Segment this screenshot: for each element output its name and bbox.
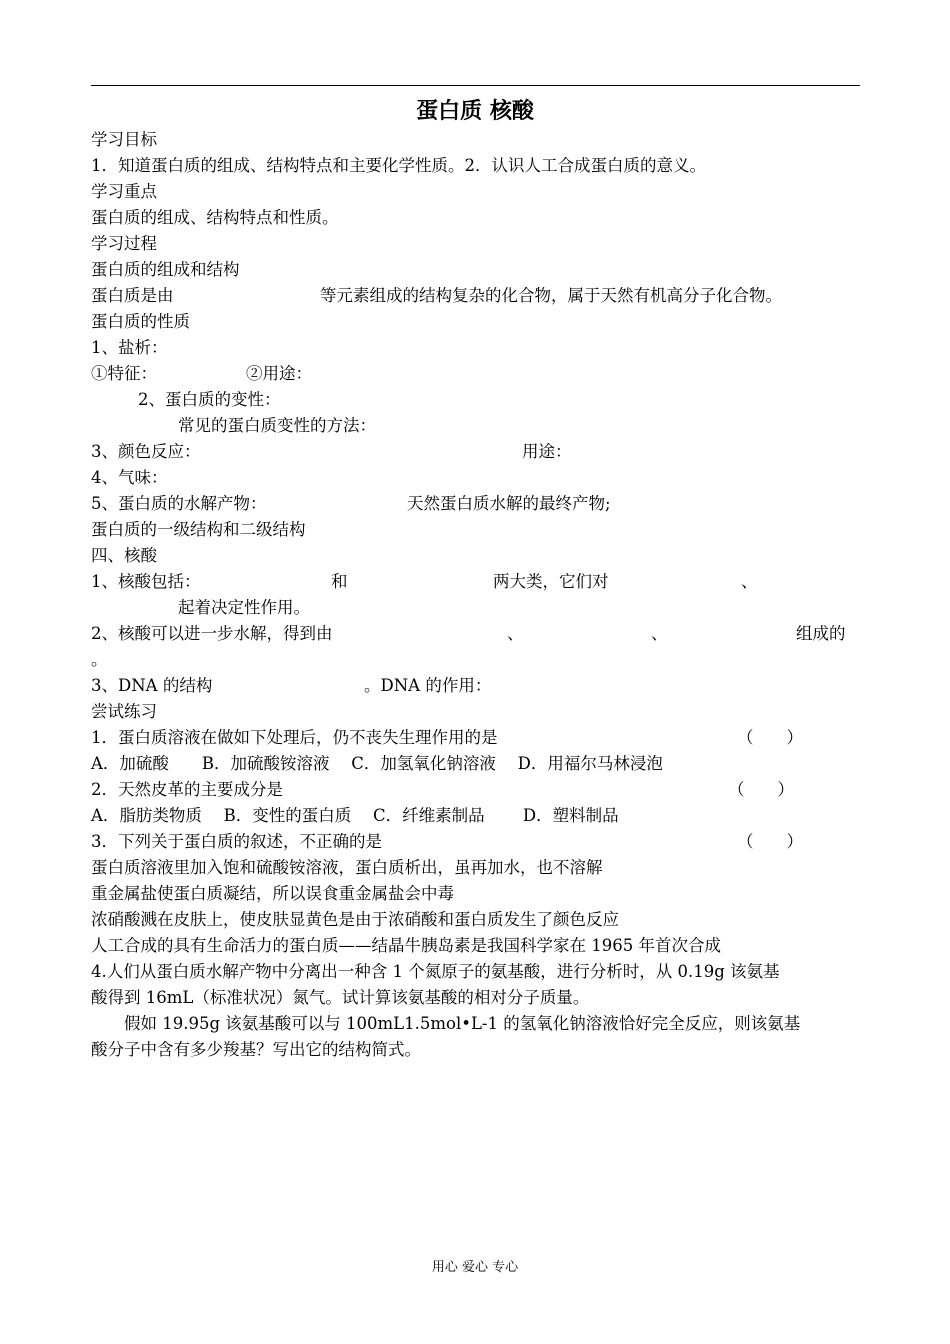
question-2-answer-blank: （ ） [728,780,794,799]
goals-text: 1．知道蛋白质的组成、结构特点和主要化学性质。2．认识人工合成蛋白质的意义。 [91,156,706,175]
question-3-option-a: 蛋白质溶液里加入饱和硫酸铵溶液，蛋白质析出，虽再加水，也不溶解 [91,858,603,877]
item-salting-out: 1、盐析： [91,338,168,357]
section-heading-focus: 学习重点 [91,182,157,201]
subheading-structure-levels: 蛋白质的一级结构和二级结构 [91,520,306,539]
hydrolysis-final-product: 天然蛋白质水解的最终产物; [407,494,611,513]
nucleic-acid-two-types: 两大类，它们对 [493,572,609,591]
hydrolysis-period: 。 [91,650,108,669]
question-3-option-b: 重金属盐使蛋白质凝结，所以误食重金属盐会中毒 [91,884,454,903]
question-4-line-1: 4.人们从蛋白质水解产物中分离出一种含 1 个氮原子的氨基酸，进行分析时，从 0.19g 该氨基 [91,962,780,981]
section-heading-goals: 学习目标 [91,130,157,149]
composition-text-end: 等元素组成的结构复杂的化合物，属于天然有机高分子化合物。 [320,286,782,305]
question-3-answer-blank: （ ） [737,832,803,851]
nucleic-acid-hydrolysis: 2、核酸可以进一步水解，得到由 [91,624,333,643]
question-1-answer-blank: （ ） [737,728,803,747]
section-heading-process: 学习过程 [91,234,157,253]
item-denaturation: 2、蛋白质的变性： [138,390,281,409]
question-4-line-4: 酸分子中含有多少羧基？写出它的结构简式。 [91,1040,421,1059]
page-footer: 用心 爱心 专心 [431,1260,519,1275]
item-smell: 4、气味： [91,468,168,487]
question-2: 2．天然皮革的主要成分是 [91,780,283,799]
salting-use: ②用途： [246,364,312,383]
nucleic-acid-decisive: 起着决定性作用。 [178,598,310,617]
item-hydrolysis: 5、蛋白质的水解产物： [91,494,267,513]
denaturation-methods: 常见的蛋白质变性的方法： [178,416,376,435]
nucleic-acid-and: 和 [331,572,348,591]
header-rule [91,85,860,86]
salting-feature: ①特征： [91,364,157,383]
question-2-options: A．脂肪类物质 B．变性的蛋白质 C．纤维素制品 D．塑料制品 [91,806,619,825]
focus-text: 蛋白质的组成、结构特点和性质。 [91,208,339,227]
composition-text-start: 蛋白质是由 [91,286,174,305]
question-3-option-d: 人工合成的具有生命活力的蛋白质——结晶牛胰岛素是我国科学家在 1965 年首次合成 [91,936,721,955]
section-heading-nucleic-acid: 四、核酸 [91,546,157,565]
question-3: 3．下列关于蛋白质的叙述，不正确的是 [91,832,382,851]
question-1: 1．蛋白质溶液在做如下处理后，仍不丧失生理作用的是 [91,728,498,747]
section-heading-practice: 尝试练习 [91,702,157,721]
hydrolysis-composed-of: 组成的 [796,624,846,643]
question-4-line-3: 假如 19.95g 该氨基酸可以与 100mL1.5mol•L-1 的氢氧化钠溶液恰好完全反应，则该氨基 [124,1014,801,1033]
nucleic-acid-comma: 、 [741,572,758,591]
page-title: 蛋白质 核酸 [416,99,534,124]
subheading-properties: 蛋白质的性质 [91,312,190,331]
nucleic-acid-includes: 1、核酸包括： [91,572,201,591]
hydrolysis-comma-2: 、 [651,624,668,643]
hydrolysis-comma-1: 、 [507,624,524,643]
dna-function: 。DNA 的作用： [364,676,492,695]
question-1-options: A．加硫酸 B．加硫酸铵溶液 C．加氢氧化钠溶液 D．用福尔马林浸泡 [91,754,663,773]
question-3-option-c: 浓硝酸溅在皮肤上，使皮肤显黄色是由于浓硝酸和蛋白质发生了颜色反应 [91,910,619,929]
dna-structure: 3、DNA 的结构 [91,676,213,695]
subheading-composition: 蛋白质的组成和结构 [91,260,240,279]
color-reaction-use: 用途： [522,442,572,461]
question-4-line-2: 酸得到 16mL（标准状况）氮气。试计算该氨基酸的相对分子质量。 [91,988,590,1007]
item-color-reaction: 3、颜色反应： [91,442,201,461]
